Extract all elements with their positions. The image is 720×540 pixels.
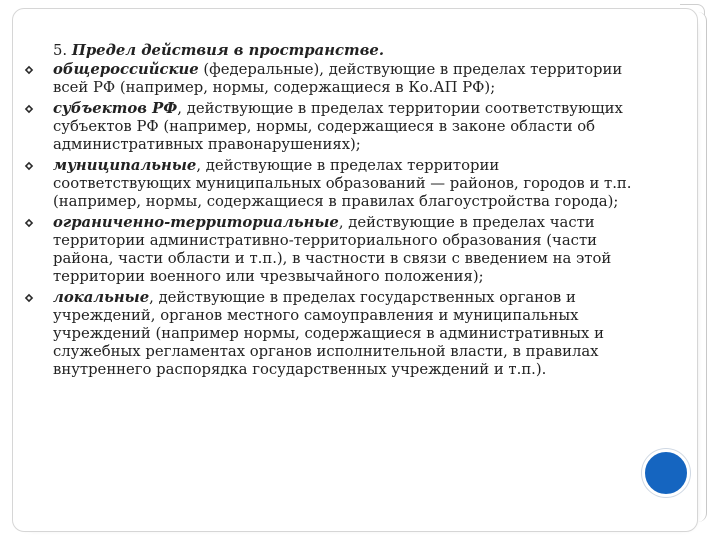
item-text: , действующие в пределах территории соответствующих муниципальных образований — районов, городов и т.п. (например, нормы, содержащиеся в правилах благоустройства города); (53, 157, 632, 210)
diamond-outline-icon (24, 218, 34, 228)
list-item (22, 61, 634, 97)
item-term: общероссийские (53, 61, 199, 78)
list-item (22, 157, 634, 211)
item-text: , действующие в пределах территории соответствующих субъектов РФ (например, нормы, содержащиеся в законе области об административных правонарушениях); (53, 100, 623, 153)
diamond-outline-icon (24, 104, 34, 114)
item-term: ограниченно-территориальные (53, 214, 339, 231)
list-item (22, 100, 634, 154)
diamond-outline-icon (24, 293, 34, 303)
frame-corner (680, 4, 705, 15)
item-term: муниципальные (53, 157, 197, 174)
item-term: субъектов РФ (53, 100, 178, 117)
list-item (22, 214, 634, 286)
section-number: 5. (53, 42, 68, 59)
bullet-list (22, 61, 634, 379)
frame-edge (698, 12, 707, 522)
item-text: , действующие в пределах государственных органов и учреждений, органов местного самоуправления и муниципальных учреждений (например нормы, содержащиеся в административных и служебных регламентах органов исполнительной власти, в правилах внутреннего распорядка государственных учреждений и т.п.). (53, 289, 604, 378)
item-term: локальные (53, 289, 150, 306)
list-item (22, 289, 634, 379)
slide-content (22, 42, 634, 382)
item-text: , действующие в пределах части территории административно-территориального образования (части района, части области и т.п.), в частности в связи с введением на этой территории военного или чрезвычайного положения); (53, 214, 612, 285)
decorative-circle (642, 449, 690, 497)
section-heading (22, 42, 634, 60)
diamond-outline-icon (24, 65, 34, 75)
section-title: Предел действия в пространстве. (71, 42, 384, 59)
diamond-outline-icon (24, 161, 34, 171)
item-text: (федеральные), действующие в пределах территории всей РФ (например, нормы, содержащиеся в Ко.АП РФ); (53, 61, 623, 96)
